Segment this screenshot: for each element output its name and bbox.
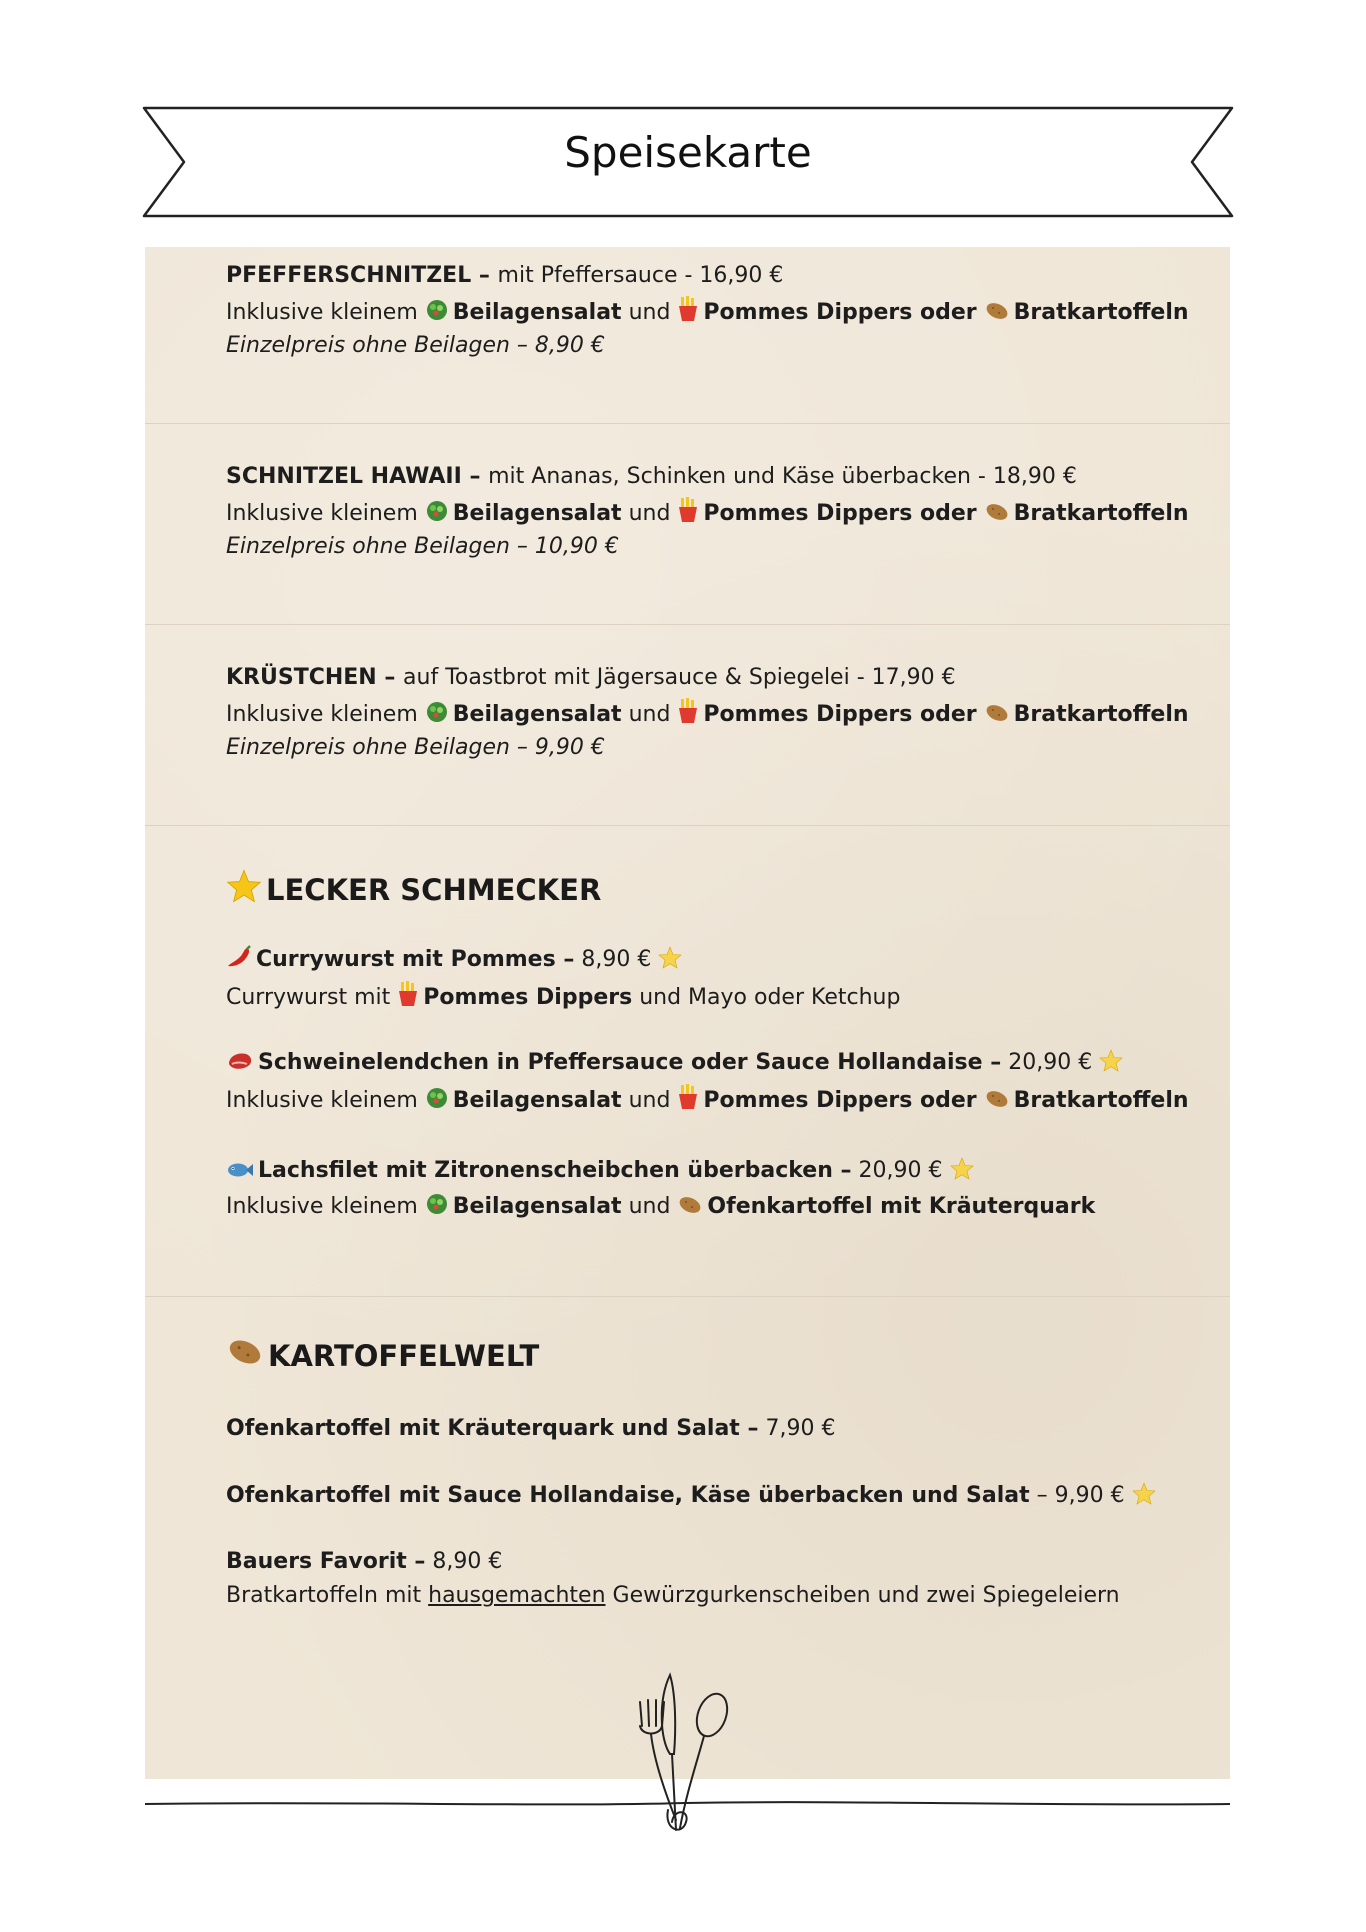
item-pfefferschnitzel-single-price: Einzelpreis ohne Beilagen – 8,90 €	[226, 333, 605, 358]
fries-icon	[397, 981, 419, 1016]
desc-text: Gewürzgurkenscheiben und zwei Spiegeleiern	[612, 1583, 1120, 1608]
fish-icon	[226, 1159, 254, 1189]
potatoes-label: Bratkartoffeln	[1013, 300, 1189, 325]
fries-label: Pommes Dippers oder	[703, 501, 977, 526]
item-pfefferschnitzel-sides	[226, 296, 1189, 331]
ofenkartoffel-label: Ofenkartoffel mit Kräuterquark	[707, 1194, 1096, 1219]
star-icon	[950, 1157, 974, 1189]
title-banner	[140, 100, 1236, 222]
fries-icon	[677, 497, 699, 532]
item-title: Schweinelendchen in Pfeffersauce oder Sauce Hollandaise –	[258, 1050, 1002, 1075]
item-description: mit Ananas, Schinken und Käse überbacken - 18,90 €	[488, 464, 1077, 489]
item-price: 7,90 €	[758, 1416, 836, 1441]
und-text: und	[628, 300, 671, 325]
cutlery-icon	[620, 1670, 740, 1844]
item-kruestchen-header	[226, 663, 956, 693]
item-price: 20,90 €	[1001, 1050, 1093, 1075]
item-kruestchen-sides	[226, 698, 1189, 733]
dash: –	[461, 464, 489, 489]
potatoes-label: Bratkartoffeln	[1013, 702, 1189, 727]
desc-text: Bratkartoffeln mit	[226, 1583, 422, 1608]
section-divider	[145, 423, 1230, 424]
item-schnitzel-hawaii-single-price: Einzelpreis ohne Beilagen – 10,90 €	[226, 534, 619, 559]
fries-label: Pommes Dippers oder	[703, 1088, 977, 1113]
item-title: Bauers Favorit –	[226, 1549, 426, 1574]
salad-icon	[425, 499, 449, 532]
item-price: 8,90 €	[425, 1549, 503, 1574]
item-schweinelendchen-header	[226, 1048, 1127, 1081]
salad-label: Beilagensalat	[452, 1194, 622, 1219]
ham-icon	[226, 1050, 254, 1081]
potato-icon	[984, 300, 1010, 331]
potatoes-label: Bratkartoffeln	[1013, 501, 1189, 526]
item-ofenkartoffel-kraeuterquark	[226, 1414, 835, 1444]
item-name: PFEFFERSCHNITZEL	[226, 263, 472, 288]
sides-prefix: Inklusive kleinem	[226, 1088, 418, 1113]
dash: –	[376, 665, 404, 690]
item-currywurst-desc	[226, 981, 900, 1016]
salad-icon	[425, 1086, 449, 1119]
salad-icon	[425, 298, 449, 331]
item-price: – 9,90 €	[1029, 1483, 1125, 1508]
star-icon	[1132, 1482, 1156, 1514]
item-bauers-favorit-desc	[226, 1581, 1120, 1611]
item-title: Ofenkartoffel mit Sauce Hollandaise, Käse überbacken und Salat	[226, 1483, 1030, 1508]
sides-prefix: Inklusive kleinem	[226, 300, 418, 325]
fries-label: Pommes Dippers oder	[703, 300, 977, 325]
fries-label: Pommes Dippers	[423, 985, 633, 1010]
heading-text: LECKER SCHMECKER	[266, 873, 602, 907]
item-lachsfilet-sides	[226, 1192, 1095, 1225]
section-heading-lecker-schmecker	[226, 869, 601, 910]
item-price: 8,90 €	[574, 947, 652, 972]
desc-underlined: hausgemachten	[428, 1583, 606, 1608]
salad-label: Beilagensalat	[452, 501, 622, 526]
item-schnitzel-hawaii-header	[226, 462, 1077, 492]
item-description: mit Pfeffersauce - 16,90 €	[497, 263, 784, 288]
potato-icon	[677, 1194, 703, 1225]
item-schnitzel-hawaii-sides	[226, 497, 1189, 532]
salad-icon	[425, 700, 449, 733]
potato-icon	[226, 1335, 264, 1376]
dash: –	[471, 263, 498, 288]
chili-icon	[226, 945, 252, 978]
potato-icon	[984, 1088, 1010, 1119]
section-divider	[145, 825, 1230, 826]
item-kruestchen-single-price: Einzelpreis ohne Beilagen – 9,90 €	[226, 735, 605, 760]
section-divider	[145, 1296, 1230, 1297]
potato-icon	[984, 501, 1010, 532]
salad-icon	[425, 1192, 449, 1225]
fries-icon	[677, 296, 699, 331]
star-icon	[1099, 1049, 1123, 1081]
item-pfefferschnitzel-header	[226, 261, 783, 291]
fries-icon	[677, 698, 699, 733]
item-description: auf Toastbrot mit Jägersauce & Spiegelei - 17,90 €	[403, 665, 956, 690]
footer-divider	[145, 1795, 1230, 1814]
section-divider	[145, 624, 1230, 625]
star-icon	[658, 946, 682, 978]
menu-paper	[145, 247, 1230, 1779]
und-text: und	[628, 1194, 671, 1219]
page-title: Speisekarte	[564, 128, 812, 177]
item-ofenkartoffel-hollandaise	[226, 1481, 1160, 1514]
desc-text: Currywurst mit	[226, 985, 391, 1010]
potatoes-label: Bratkartoffeln	[1013, 1088, 1189, 1113]
sides-prefix: Inklusive kleinem	[226, 501, 418, 526]
item-lachsfilet-header	[226, 1156, 978, 1189]
item-currywurst-header	[226, 945, 686, 978]
item-name: KRÜSTCHEN	[226, 665, 377, 690]
salad-label: Beilagensalat	[452, 1088, 622, 1113]
und-text: und	[628, 501, 671, 526]
fries-icon	[677, 1084, 699, 1119]
potato-icon	[984, 702, 1010, 733]
sides-prefix: Inklusive kleinem	[226, 1194, 418, 1219]
heading-text: KARTOFFELWELT	[268, 1339, 540, 1373]
und-text: und	[628, 1088, 671, 1113]
item-title: Lachsfilet mit Zitronenscheibchen überbacken –	[258, 1158, 852, 1183]
item-bauers-favorit-header	[226, 1547, 502, 1577]
salad-label: Beilagensalat	[452, 702, 622, 727]
section-heading-kartoffelwelt	[226, 1335, 539, 1376]
item-title: Ofenkartoffel mit Kräuterquark und Salat –	[226, 1416, 759, 1441]
item-name: SCHNITZEL HAWAII	[226, 464, 462, 489]
star-icon	[226, 869, 262, 910]
desc-text: und Mayo oder Ketchup	[639, 985, 901, 1010]
fries-label: Pommes Dippers oder	[703, 702, 977, 727]
sides-prefix: Inklusive kleinem	[226, 702, 418, 727]
und-text: und	[628, 702, 671, 727]
item-schweinelendchen-sides	[226, 1084, 1189, 1119]
salad-label: Beilagensalat	[452, 300, 622, 325]
item-price: 20,90 €	[851, 1158, 943, 1183]
item-title: Currywurst mit Pommes –	[256, 947, 575, 972]
